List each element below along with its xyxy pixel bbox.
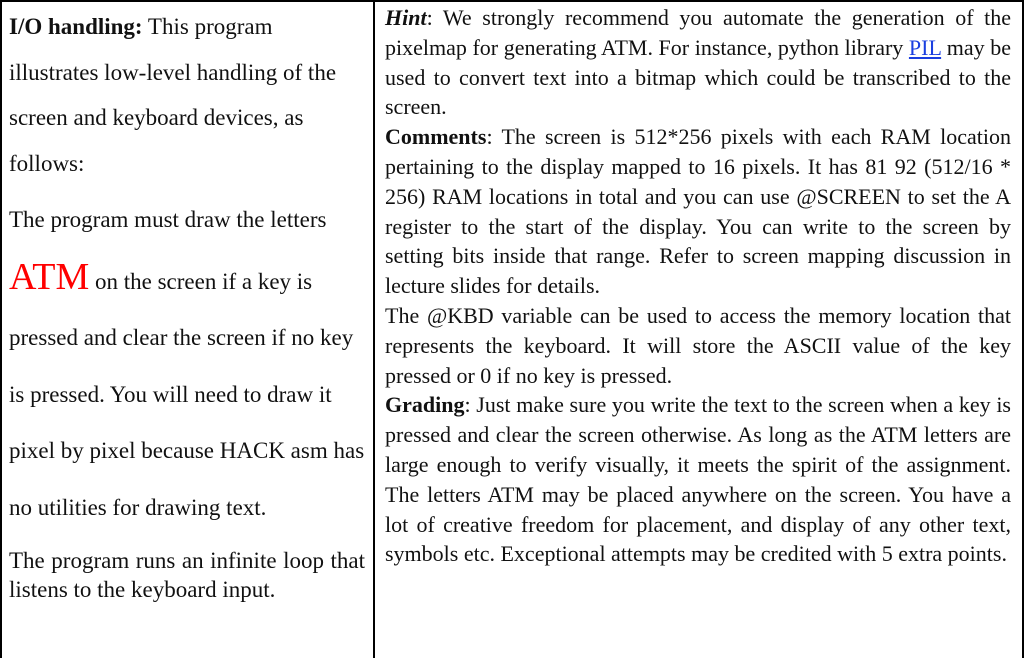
- hint-paragraph: [385, 3, 1011, 122]
- kbd-paragraph: The @KBD variable can be used to access the memory location that represents the keyboard. It will store the ASCII value of the key pressed or 0 if no key is pressed.: [385, 302, 1011, 388]
- loop-paragraph: The program runs an infinite loop that listens to the keyboard input.: [9, 548, 365, 602]
- draw-text-before: The program must draw the letters: [9, 207, 327, 232]
- grading-label: Grading: [385, 392, 465, 418]
- table-border-left: [0, 0, 2, 658]
- hint-text-after: may be used to convert text into a bitmap which could be transcribed to the screen.: [385, 34, 1011, 120]
- draw-paragraph: [9, 192, 365, 536]
- io-handling-heading: I/O handling:: [9, 14, 143, 39]
- pil-link[interactable]: PIL: [908, 34, 942, 60]
- draw-text-after: on the screen if a key is pressed and clear the screen if no key is pressed. You will need to draw it pixel by pixel because HACK asm has no utilities for drawing text.: [9, 268, 365, 520]
- table-border-top: [0, 0, 1024, 2]
- comments-paragraph: [385, 122, 1011, 301]
- column-divider: [373, 0, 375, 658]
- comments-label: Comments: [385, 124, 487, 150]
- left-column: [9, 4, 365, 604]
- right-column: [385, 3, 1011, 569]
- grading-paragraph: [385, 390, 1011, 569]
- hint-label: Hint: [385, 5, 427, 30]
- intro-text: This program illustrates low-level handling of the screen and keyboard devices, as follows:: [9, 14, 337, 176]
- hint-text-before: : We strongly recommend you automate the generation of the pixelmap for generating ATM. For instance, python library: [385, 5, 1011, 60]
- comments-text: : The screen is 512*256 pixels with each RAM location pertaining to the display mapped to 16 pixels. It has 81 92 (512/16 * 256) RAM locations in total and you can use @SCREEN to set the A register to the start of the display. You can write to the screen by setting bits inside that range. Refer to screen mapping discussion in lecture slides for details.: [385, 124, 1011, 299]
- intro-paragraph: [9, 4, 365, 186]
- atm-red-text: ATM: [9, 255, 90, 298]
- grading-text: : Just make sure you write the text to the screen when a key is pressed and clear the screen otherwise. As long as the ATM letters are large enough to verify visually, it meets the spirit of the assignment. The letters ATM may be placed anywhere on the screen. You have a lot of creative freedom for placement, and display of any other text, symbols etc. Exceptional attempts may be credited with 5 extra points.: [385, 392, 1011, 567]
